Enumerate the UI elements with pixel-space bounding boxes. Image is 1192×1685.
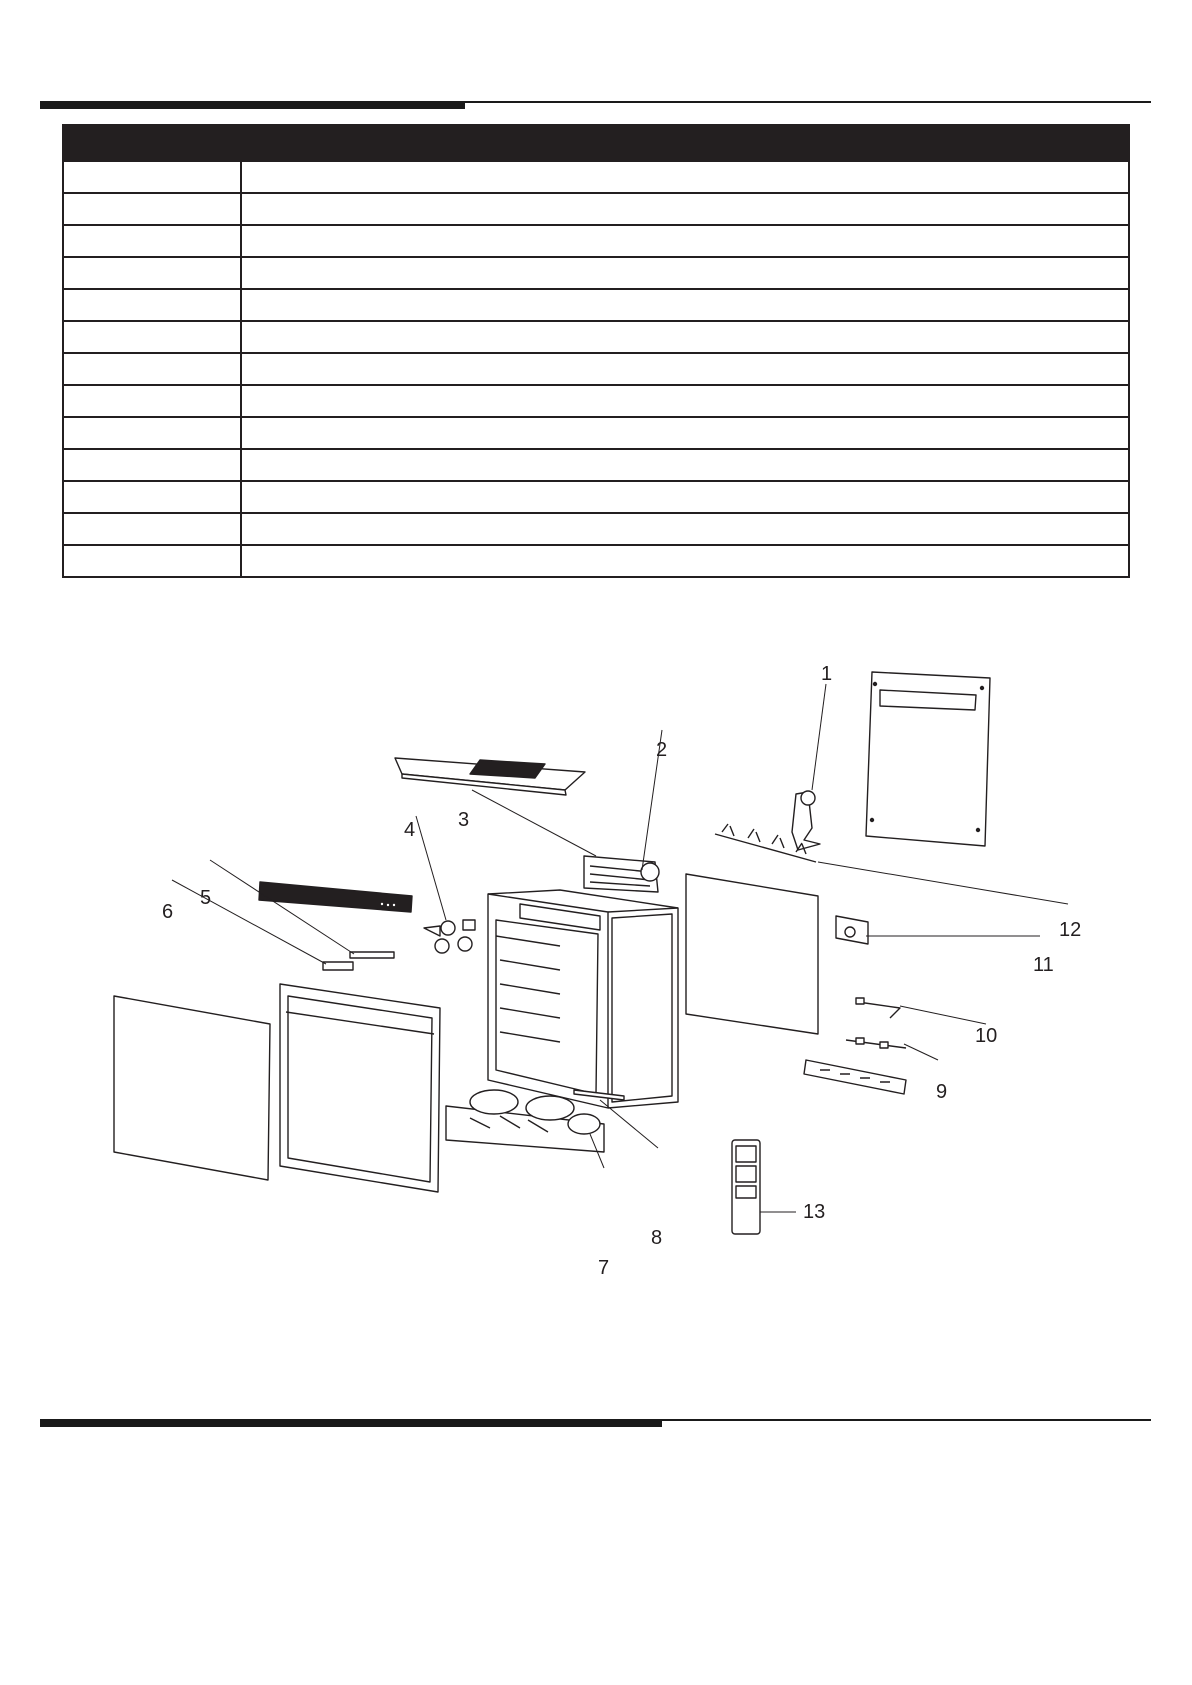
cell-description (241, 481, 1129, 513)
cell-part-no (63, 545, 241, 577)
cell-part-no (63, 449, 241, 481)
callout-9: 9 (936, 1081, 948, 1103)
cell-part-no (63, 385, 241, 417)
front-surround (280, 984, 440, 1192)
callout-2: 2 (656, 739, 668, 761)
cell-description (241, 449, 1129, 481)
cell-part-no (63, 257, 241, 289)
callout-5: 5 (200, 887, 212, 909)
cell-description (241, 321, 1129, 353)
mounting-bracket (836, 916, 868, 944)
cell-part-no (63, 321, 241, 353)
cell-part-no (63, 353, 241, 385)
callout-3: 3 (458, 809, 470, 831)
connector-block (323, 962, 353, 970)
cell-description (241, 545, 1129, 577)
firebox (488, 890, 716, 1108)
heater-blower (584, 856, 659, 892)
glass-panel (114, 996, 270, 1180)
exploded-parts-diagram (0, 640, 1192, 1280)
section-rule-top-thin (40, 101, 1151, 103)
cell-description (241, 225, 1129, 257)
cell-part-no (63, 289, 241, 321)
top-cover (395, 758, 585, 795)
callout-6: 6 (162, 901, 174, 923)
table-row (63, 481, 1129, 513)
flame-motor (792, 791, 820, 850)
table-row (63, 289, 1129, 321)
callout-1: 1 (821, 663, 833, 685)
cell-description (241, 385, 1129, 417)
header-cell-no (63, 125, 241, 161)
cell-description (241, 513, 1129, 545)
header-cell-description (241, 125, 1129, 161)
cell-part-no (63, 513, 241, 545)
parts-table-body (63, 161, 1129, 577)
callout-12: 12 (1059, 919, 1082, 941)
section-rule-bottom-thin (40, 1419, 1151, 1421)
table-row (63, 257, 1129, 289)
table-row (63, 321, 1129, 353)
wire-harness-lower (846, 1038, 906, 1048)
table-row (63, 513, 1129, 545)
cell-description (241, 353, 1129, 385)
cell-description (241, 193, 1129, 225)
table-row (63, 385, 1129, 417)
callout-13: 13 (803, 1201, 826, 1223)
table-row (63, 417, 1129, 449)
callout-10: 10 (975, 1025, 998, 1047)
cell-description (241, 289, 1129, 321)
table-row (63, 161, 1129, 193)
cell-part-no (63, 481, 241, 513)
callout-4: 4 (404, 819, 416, 841)
table-row (63, 193, 1129, 225)
remote-control (732, 1140, 760, 1234)
cell-description (241, 161, 1129, 193)
front-screen (686, 874, 818, 1034)
cell-part-no (63, 193, 241, 225)
led-bar (804, 1060, 906, 1094)
button-board (350, 952, 394, 958)
callout-8: 8 (651, 1227, 663, 1249)
cell-description (241, 257, 1129, 289)
table-row (63, 225, 1129, 257)
cell-description (241, 417, 1129, 449)
cell-part-no (63, 225, 241, 257)
callout-7: 7 (598, 1257, 610, 1279)
cell-part-no (63, 417, 241, 449)
table-row (63, 545, 1129, 577)
parts-table (62, 124, 1130, 578)
control-knobs (424, 920, 475, 953)
wire-harness-upper (856, 998, 900, 1018)
back-panel (866, 672, 990, 846)
table-row (63, 353, 1129, 385)
table-row (63, 449, 1129, 481)
parts-table-header (63, 125, 1129, 161)
callout-11: 11 (1033, 954, 1054, 976)
cell-part-no (63, 161, 241, 193)
